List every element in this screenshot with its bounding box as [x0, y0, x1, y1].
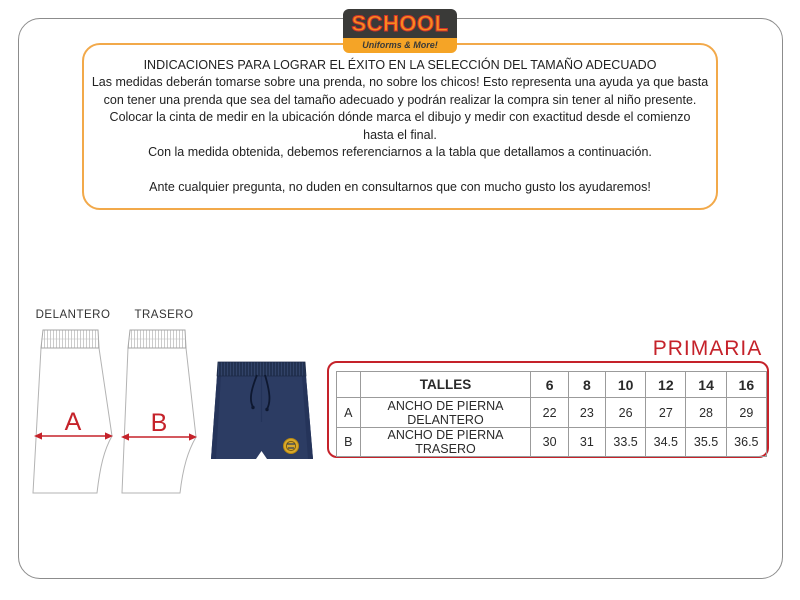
size-col-header: 8 — [568, 372, 605, 398]
section-title: PRIMARIA — [652, 337, 763, 360]
size-col-header: 10 — [605, 372, 645, 398]
measurement-value: 28 — [686, 398, 726, 428]
school-logo — [343, 9, 457, 53]
row-label: ANCHO DE PIERNA TRASERO — [360, 428, 531, 457]
row-label: ANCHO DE PIERNA DELANTERO — [360, 398, 531, 428]
measurement-value: 34.5 — [646, 428, 686, 457]
measurement-value: 29 — [726, 398, 766, 428]
size-table — [336, 371, 767, 457]
instructions-line: con tener una prenda que sea del tamaño adecuado y podrán realizar la compra sin tener al niño presente. — [103, 92, 697, 107]
instructions-line: Con la medida obtenida, debemos referenciarnos a la tabla que detallamos a continuación. — [148, 145, 652, 159]
instructions-line: hasta el final. — [363, 127, 437, 142]
measurement-value: 30 — [531, 428, 568, 457]
measurement-value: 23 — [568, 398, 605, 428]
logo-brand-text: SCHOOL — [351, 10, 449, 36]
instructions-line: Colocar la cinta de medir en la ubicación dónde marca el dibujo y medir con exactitud desde el comienzo — [109, 110, 691, 124]
measure-a-label: A — [64, 408, 82, 436]
measure-b-label: B — [150, 409, 168, 437]
measurement-diagrams — [25, 303, 210, 503]
instructions-title: INDICACIONES PARA LOGRAR EL ÉXITO EN LA SELECCIÓN DEL TAMAÑO ADECUADO — [143, 57, 657, 72]
front-diagram-label: DELANTERO — [35, 309, 111, 321]
crest-logo-icon — [284, 439, 299, 454]
logo-tagline-band — [343, 38, 457, 53]
size-col-header: 16 — [726, 372, 766, 398]
table-row-back-leg-width — [337, 428, 767, 457]
measurement-value: 26 — [605, 398, 645, 428]
measurement-value: 33.5 — [605, 428, 645, 457]
row-key: A — [337, 398, 361, 428]
size-col-header: 12 — [646, 372, 686, 398]
row-key: B — [337, 428, 361, 457]
measurement-value: 36.5 — [726, 428, 766, 457]
measurement-value: 27 — [646, 398, 686, 428]
instructions-line: Las medidas deberán tomarse sobre una prenda, no sobre los chicos! Esto representa una ayuda ya que basta — [91, 75, 709, 89]
logo-tagline-text: Uniforms & More! — [362, 40, 438, 50]
table-row-front-leg-width — [337, 398, 767, 428]
sizes-header-label: TALLES — [360, 372, 531, 398]
size-col-header: 6 — [531, 372, 568, 398]
logo-top-panel — [343, 9, 457, 38]
size-table-frame — [327, 361, 769, 458]
measurement-value: 22 — [531, 398, 568, 428]
measurement-value: 31 — [568, 428, 605, 457]
shorts-product-image — [208, 360, 316, 464]
size-table-header-row — [337, 372, 767, 398]
size-col-header: 14 — [686, 372, 726, 398]
measurement-value: 35.5 — [686, 428, 726, 457]
instructions-box — [82, 40, 718, 210]
corner-cell — [337, 372, 361, 398]
instructions-line: Ante cualquier pregunta, no duden en consultarnos que con mucho gusto los ayudaremos! — [149, 180, 651, 194]
back-diagram-label: TRASERO — [134, 309, 194, 321]
